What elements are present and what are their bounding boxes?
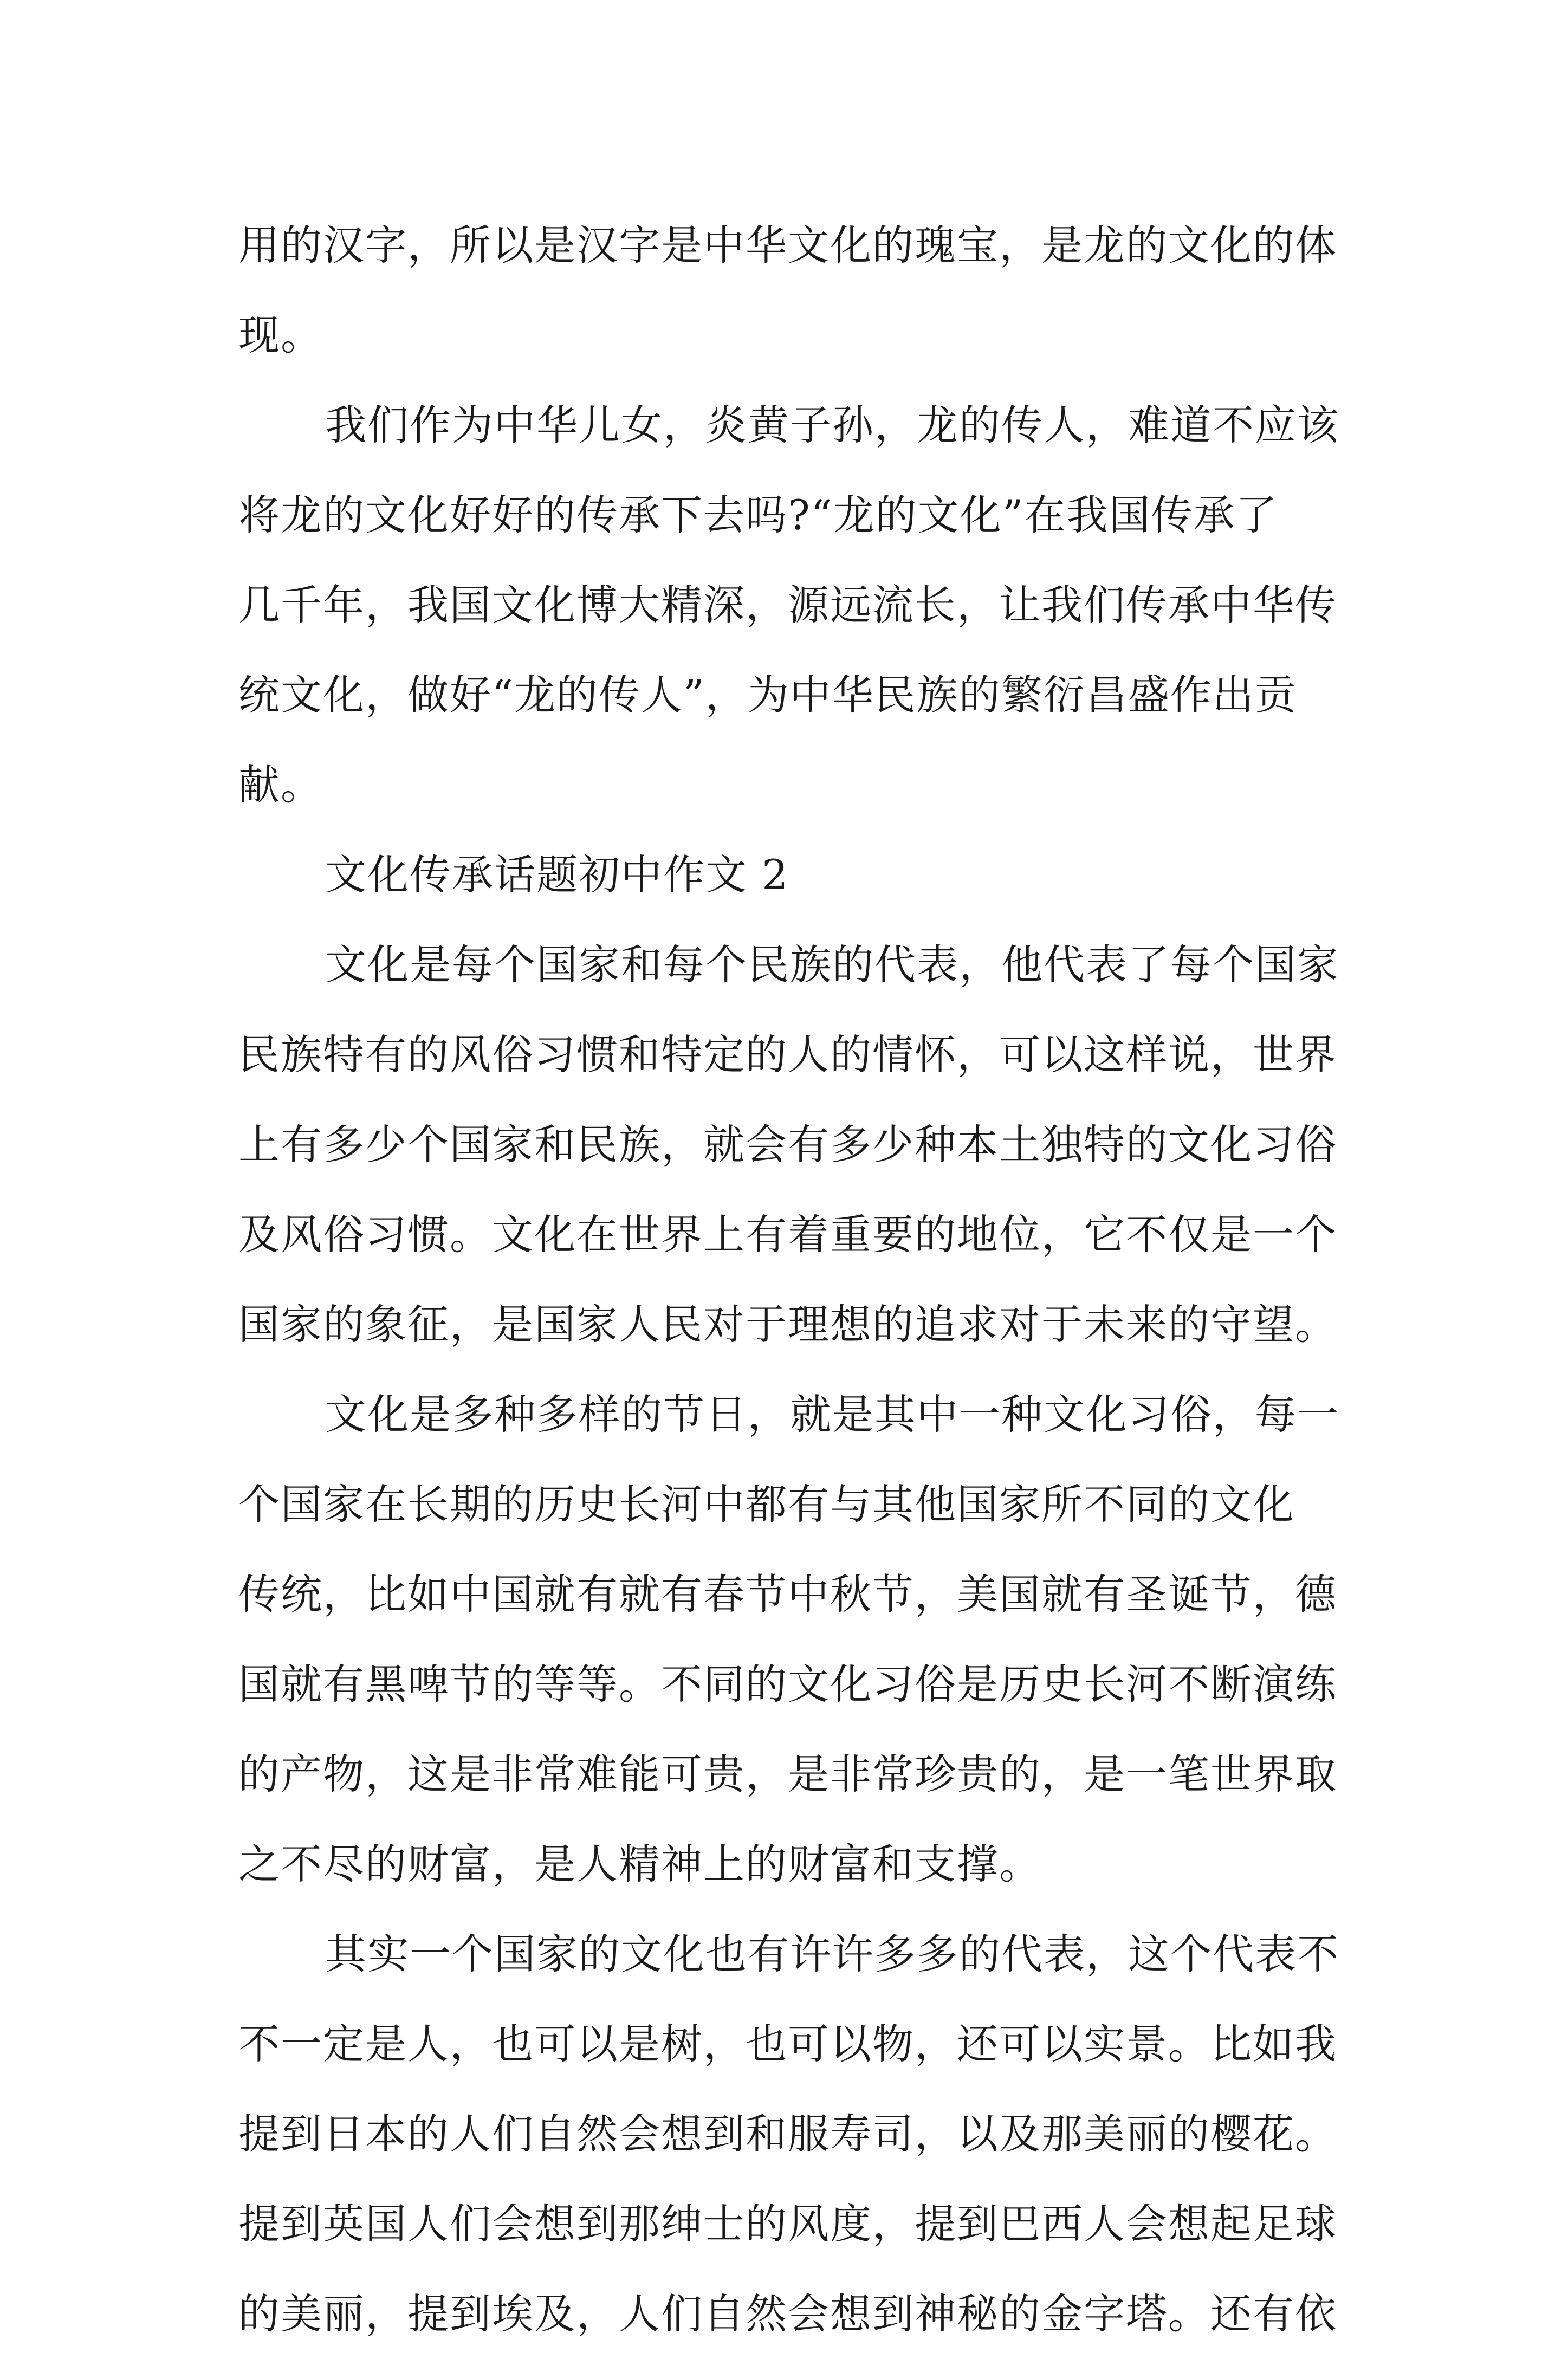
text-line: 不一定是人，也可以是树，也可以物，还可以实景。比如我 — [238, 2020, 1337, 2068]
section-heading: 文化传承话题初中作文 2 — [325, 851, 789, 899]
text-line: 用的汉字，所以是汉字是中华文化的瑰宝，是龙的文化的体 — [238, 221, 1337, 269]
text-line: 上有多少个国家和民族，就会有多少种本土独特的文化习俗 — [238, 1120, 1337, 1169]
text-line: 献。 — [238, 761, 323, 809]
text-line: 国就有黑啤节的等等。不同的文化习俗是历史长河不断演练 — [238, 1660, 1337, 1708]
text-line: 提到英国人们会想到那绅士的风度，提到巴西人会想起足球 — [238, 2200, 1337, 2248]
text-line: 及风俗习惯。文化在世界上有着重要的地位，它不仅是一个 — [238, 1210, 1337, 1259]
text-line: 提到日本的人们自然会想到和服寿司，以及那美丽的樱花。 — [238, 2110, 1337, 2158]
text-line: 民族特有的风俗习惯和特定的人的情怀，可以这样说，世界 — [238, 1031, 1337, 1079]
paragraph-start-line: 文化是多种多样的节日，就是其中一种文化习俗，每一 — [325, 1390, 1339, 1438]
text-line: 之不尽的财富，是人精神上的财富和支撑。 — [238, 1840, 1041, 1888]
paragraph-start-line: 文化是每个国家和每个民族的代表，他代表了每个国家 — [325, 941, 1339, 989]
text-line: 将龙的文化好好的传承下去吗?“龙的文化”在我国传承了 — [238, 491, 1278, 539]
document-body — [238, 200, 1344, 2359]
text-line: 的美丽，提到埃及，人们自然会想到神秘的金字塔。还有依 — [238, 2290, 1337, 2338]
paragraph-start-line: 其实一个国家的文化也有许许多多的代表，这个代表不 — [325, 1930, 1339, 1978]
text-line: 的产物，这是非常难能可贵，是非常珍贵的，是一笔世界取 — [238, 1750, 1337, 1798]
text-line: 统文化，做好“龙的传人”，为中华民族的繁衍昌盛作出贡 — [238, 671, 1297, 719]
text-line: 个国家在长期的历史长河中都有与其他国家所不同的文化 — [238, 1480, 1295, 1528]
text-line: 几千年，我国文化博大精深，源远流长，让我们传承中华传 — [238, 581, 1337, 629]
paragraph-start-line: 我们作为中华儿女，炎黄子孙，龙的传人，难道不应该 — [325, 401, 1339, 449]
text-line: 现。 — [238, 311, 323, 359]
text-line: 传统，比如中国就有就有春节中秋节，美国就有圣诞节，德 — [238, 1570, 1337, 1618]
text-line: 国家的象征，是国家人民对于理想的追求对于未来的守望。 — [238, 1300, 1337, 1349]
